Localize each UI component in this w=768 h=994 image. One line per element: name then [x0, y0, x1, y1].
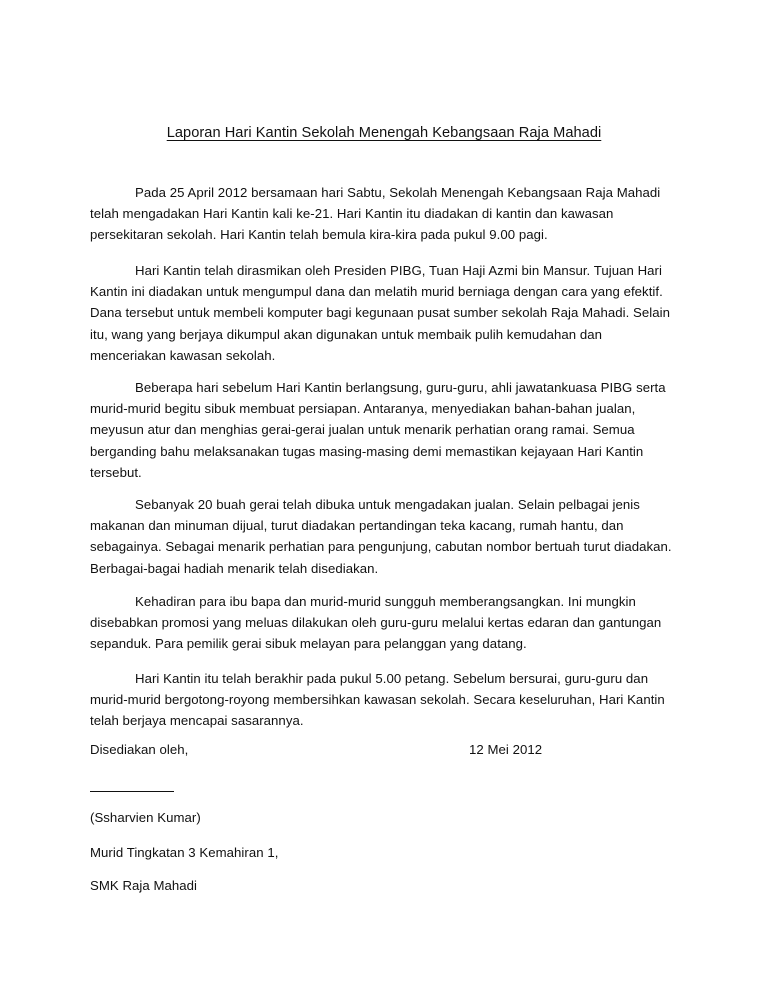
prepared-by-label: Disediakan oleh, — [90, 742, 189, 757]
paragraph-2: Hari Kantin telah dirasmikan oleh Presiden PIBG, Tuan Haji Azmi bin Mansur. Tujuan Hari Kantin ini diadakan untuk mengumpul dana dan melatih murid berniaga dengan cara yang efektif. Dana tersebut untuk membeli komputer bagi kegunaan pusat sumber sekolah Raja Mahadi. Selain itu, wang yang berjaya dikumpul akan digunakan untuk membaik pulih kemudahan dan menceriakan kawasan sekolah. — [90, 263, 671, 363]
paragraph-1: Pada 25 April 2012 bersamaan hari Sabtu, Sekolah Menengah Kebangsaan Raja Mahadi telah mengadakan Hari Kantin kali ke-21. Hari Kantin itu diadakan di kantin dan kawasan persekitaran sekolah. Hari Kantin telah bemula kira-kira pada pukul 9.00 pagi. — [90, 185, 661, 243]
document-title: Laporan Hari Kantin Sekolah Menengah Kebangsaan Raja Mahadi — [166, 125, 602, 141]
author-name: (Ssharvien Kumar) — [90, 810, 201, 825]
author-class: Murid Tingkatan 3 Kemahiran 1, — [90, 845, 279, 860]
paragraph-6: Hari Kantin itu telah berakhir pada pukul 5.00 petang. Sebelum bersurai, guru-guru dan murid-murid bergotong-royong membersihkan kawasan sekolah. Secara keseluruhan, Hari Kantin telah berjaya mencapai sasarannya. — [90, 671, 665, 729]
paragraph-5: Kehadiran para ibu bapa dan murid-murid sungguh memberangsangkan. Ini mungkin disebabkan promosi yang meluas dilakukan oleh guru-guru melalui kertas edaran dan gantungan sepanduk. Para pemilik gerai sibuk melayan para pelanggan yang datang. — [90, 594, 662, 652]
paragraph-4: Sebanyak 20 buah gerai telah dibuka untuk mengadakan jualan. Selain pelbagai jenis makanan dan minuman dijual, turut diadakan pertandingan teka kacang, rumah hantu, dan sebagainya. Sebagai menarik perhatian para pengunjung, cabutan nombor bertuah turut diadakan. Berbagai-bagai hadiah menarik telah disediakan. — [90, 497, 672, 576]
report-date: 12 Mei 2012 — [469, 742, 543, 757]
paragraph-3: Beberapa hari sebelum Hari Kantin berlangsung, guru-guru, ahli jawatankuasa PIBG serta murid-murid begitu sibuk membuat persiapan. Antaranya, menyediakan bahan-bahan jualan, meyusun atur dan menghias gerai-gerai jualan untuk menarik perhatian orang ramai. Semua berganding bahu melaksanakan tugas masing-masing demi memastikan kejayaan Hari Kantin tersebut. — [90, 380, 666, 480]
signature-line — [90, 791, 174, 792]
author-school: SMK Raja Mahadi — [90, 878, 198, 893]
